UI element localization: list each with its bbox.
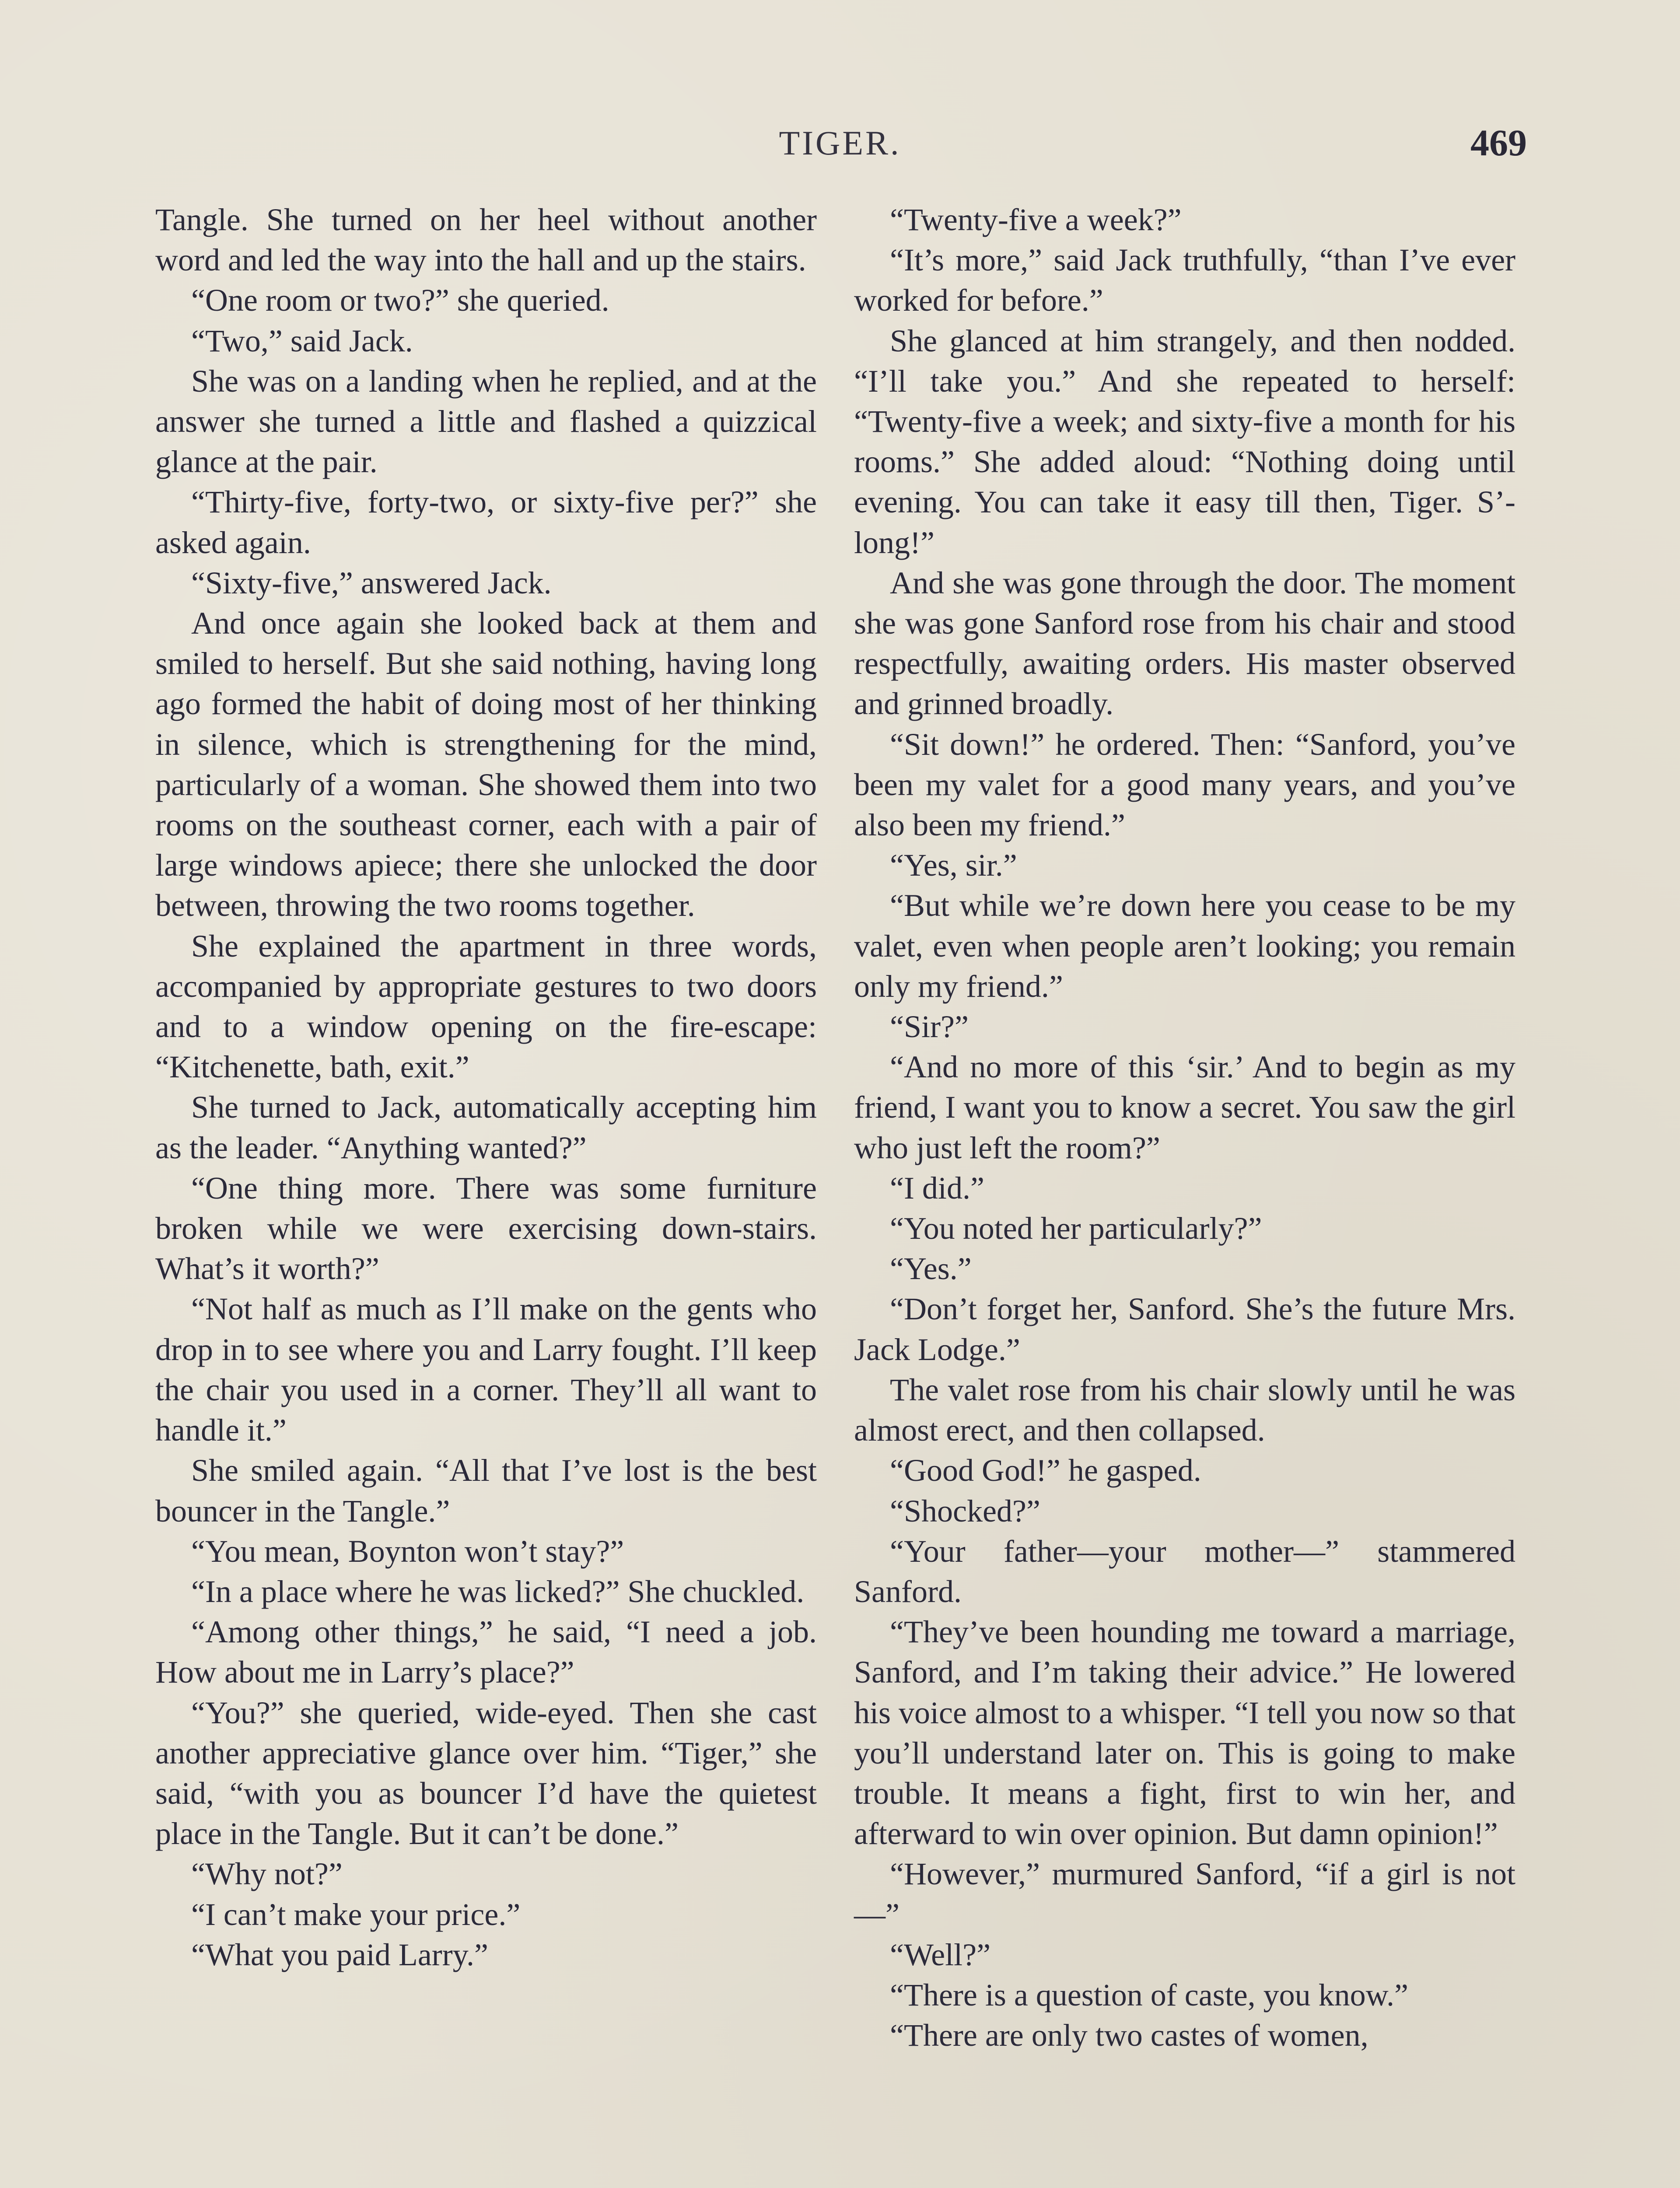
paragraph: “Among other things,” he said, “I need a job. How about me in Larry’s place?” [155,1614,817,1690]
paragraph: “Shocked?” [890,1493,1040,1529]
paragraph: “One thing more. There was some furniture broken while we were exercising down-stairs. What’s it worth?” [155,1170,817,1287]
paragraph: “What you paid Larry.” [191,1937,489,1972]
paragraph: “Well?” [890,1937,991,1972]
page-number: 469 [1470,122,1527,164]
paragraph: “Yes, sir.” [890,848,1017,883]
paragraph: “You noted her particularly?” [890,1211,1262,1246]
paragraph: “But while we’re down here you cease to be my valet, even when people aren’t looking; you remain only my friend.” [854,888,1516,1004]
paragraph: “Not half as much as I’ll make on the gents who drop in to see where you and Larry fought. I’ll keep the chair you used in a corner. They’ll all want to handle it.” [155,1291,817,1448]
right-text-column [854,200,1516,2055]
paragraph: And she was gone through the door. The moment she was gone Sanford rose from his chair and stood respectfully, awaiting orders. His master observed and grinned broadly. [854,565,1516,722]
left-text-column [155,200,817,1975]
paragraph: “Sit down!” he ordered. Then: “Sanford, you’ve been my valet for a good many years, and you’ve also been my friend.” [854,726,1516,843]
paragraph: And once again she looked back at them and smiled to herself. But she said nothing, having long ago formed the habit of doing most of her thinking in silence, which is strengthening for the mind, particularly of a woman. She showed them into two rooms on the southeast corner, each with a pair of large windows apiece; there she unlocked the door between, throwing the two rooms together. [155,606,817,923]
paragraph: “You?” she queried, wide-eyed. Then she cast another appreciative glance over him. “Tiger,” she said, “with you as bouncer I’d have the quietest place in the Tangle. But it can’t be done.” [155,1695,817,1851]
paragraph: “They’ve been hounding me toward a marriage, Sanford, and I’m taking their advice.” He lowered his voice almost to a whisper. “I tell you now so that you’ll understand later on. This is going to make trouble. It means a fight, first to win her, and afterward to win over opinion. But damn opinion!” [854,1614,1516,1851]
paragraph: “I can’t make your price.” [191,1897,521,1932]
paragraph: “There are only two castes of women, [890,2018,1368,2053]
paragraph: “It’s more,” said Jack truthfully, “than I’ve ever worked for before.” [854,242,1516,318]
paragraph: “Sixty-five,” answered Jack. [191,565,552,600]
paragraph: “And no more of this ‘sir.’ And to begin as my friend, I want you to know a secret. You saw the girl who just left the room?” [854,1049,1516,1165]
paragraph: “Good God!” he gasped. [890,1453,1201,1488]
paragraph: She explained the apartment in three words, accompanied by appropriate gestures to two doors and to a window opening on the fire-escape: “Kitchenette, bath, exit.” [155,928,817,1085]
paragraph: “Twenty-five a week?” [890,202,1182,237]
paragraph: She turned to Jack, automatically accepting him as the leader. “Anything wanted?” [155,1090,817,1165]
paragraph: “Sir?” [890,1009,969,1045]
paragraph: “One room or two?” she queried. [191,283,609,318]
paragraph: “However,” murmured Sanford, “if a girl is not—” [854,1856,1516,1932]
paragraph: “I did.” [890,1170,984,1206]
paragraph: “There is a question of caste, you know.” [890,1977,1408,2013]
paragraph: “Thirty-five, forty-two, or sixty-five per?” she asked again. [155,484,817,560]
paragraph: The valet rose from his chair slowly until he was almost erect, and then collapsed. [854,1372,1516,1448]
paragraph: She was on a landing when he replied, and at the answer she turned a little and flashed a quizzical glance at the pair. [155,363,817,480]
paragraph: “In a place where he was licked?” She chuckled. [191,1574,805,1609]
paragraph: “Yes.” [890,1251,972,1287]
paragraph: “Why not?” [191,1856,343,1892]
paragraph: “You mean, Boynton won’t stay?” [191,1533,624,1569]
paragraph: She smiled again. “All that I’ve lost is the best bouncer in the Tangle.” [155,1453,817,1529]
paragraph: She glanced at him strangely, and then nodded. “I’ll take you.” And she repeated to herself: “Twenty-five a week; and sixty-five a month for his rooms.” She added aloud: “Nothing doing until evening. You can take it easy till then, Tiger. S’-long!” [854,323,1516,560]
paragraph: “Two,” said Jack. [191,323,413,358]
paragraph: “Your father—your mother—” stammered Sanford. [854,1533,1516,1609]
running-head: TIGER. [779,124,901,162]
paragraph: Tangle. She turned on her heel without another word and led the way into the hall and up the stairs. [155,202,817,278]
paragraph: “Don’t forget her, Sanford. She’s the future Mrs. Jack Lodge.” [854,1291,1516,1367]
